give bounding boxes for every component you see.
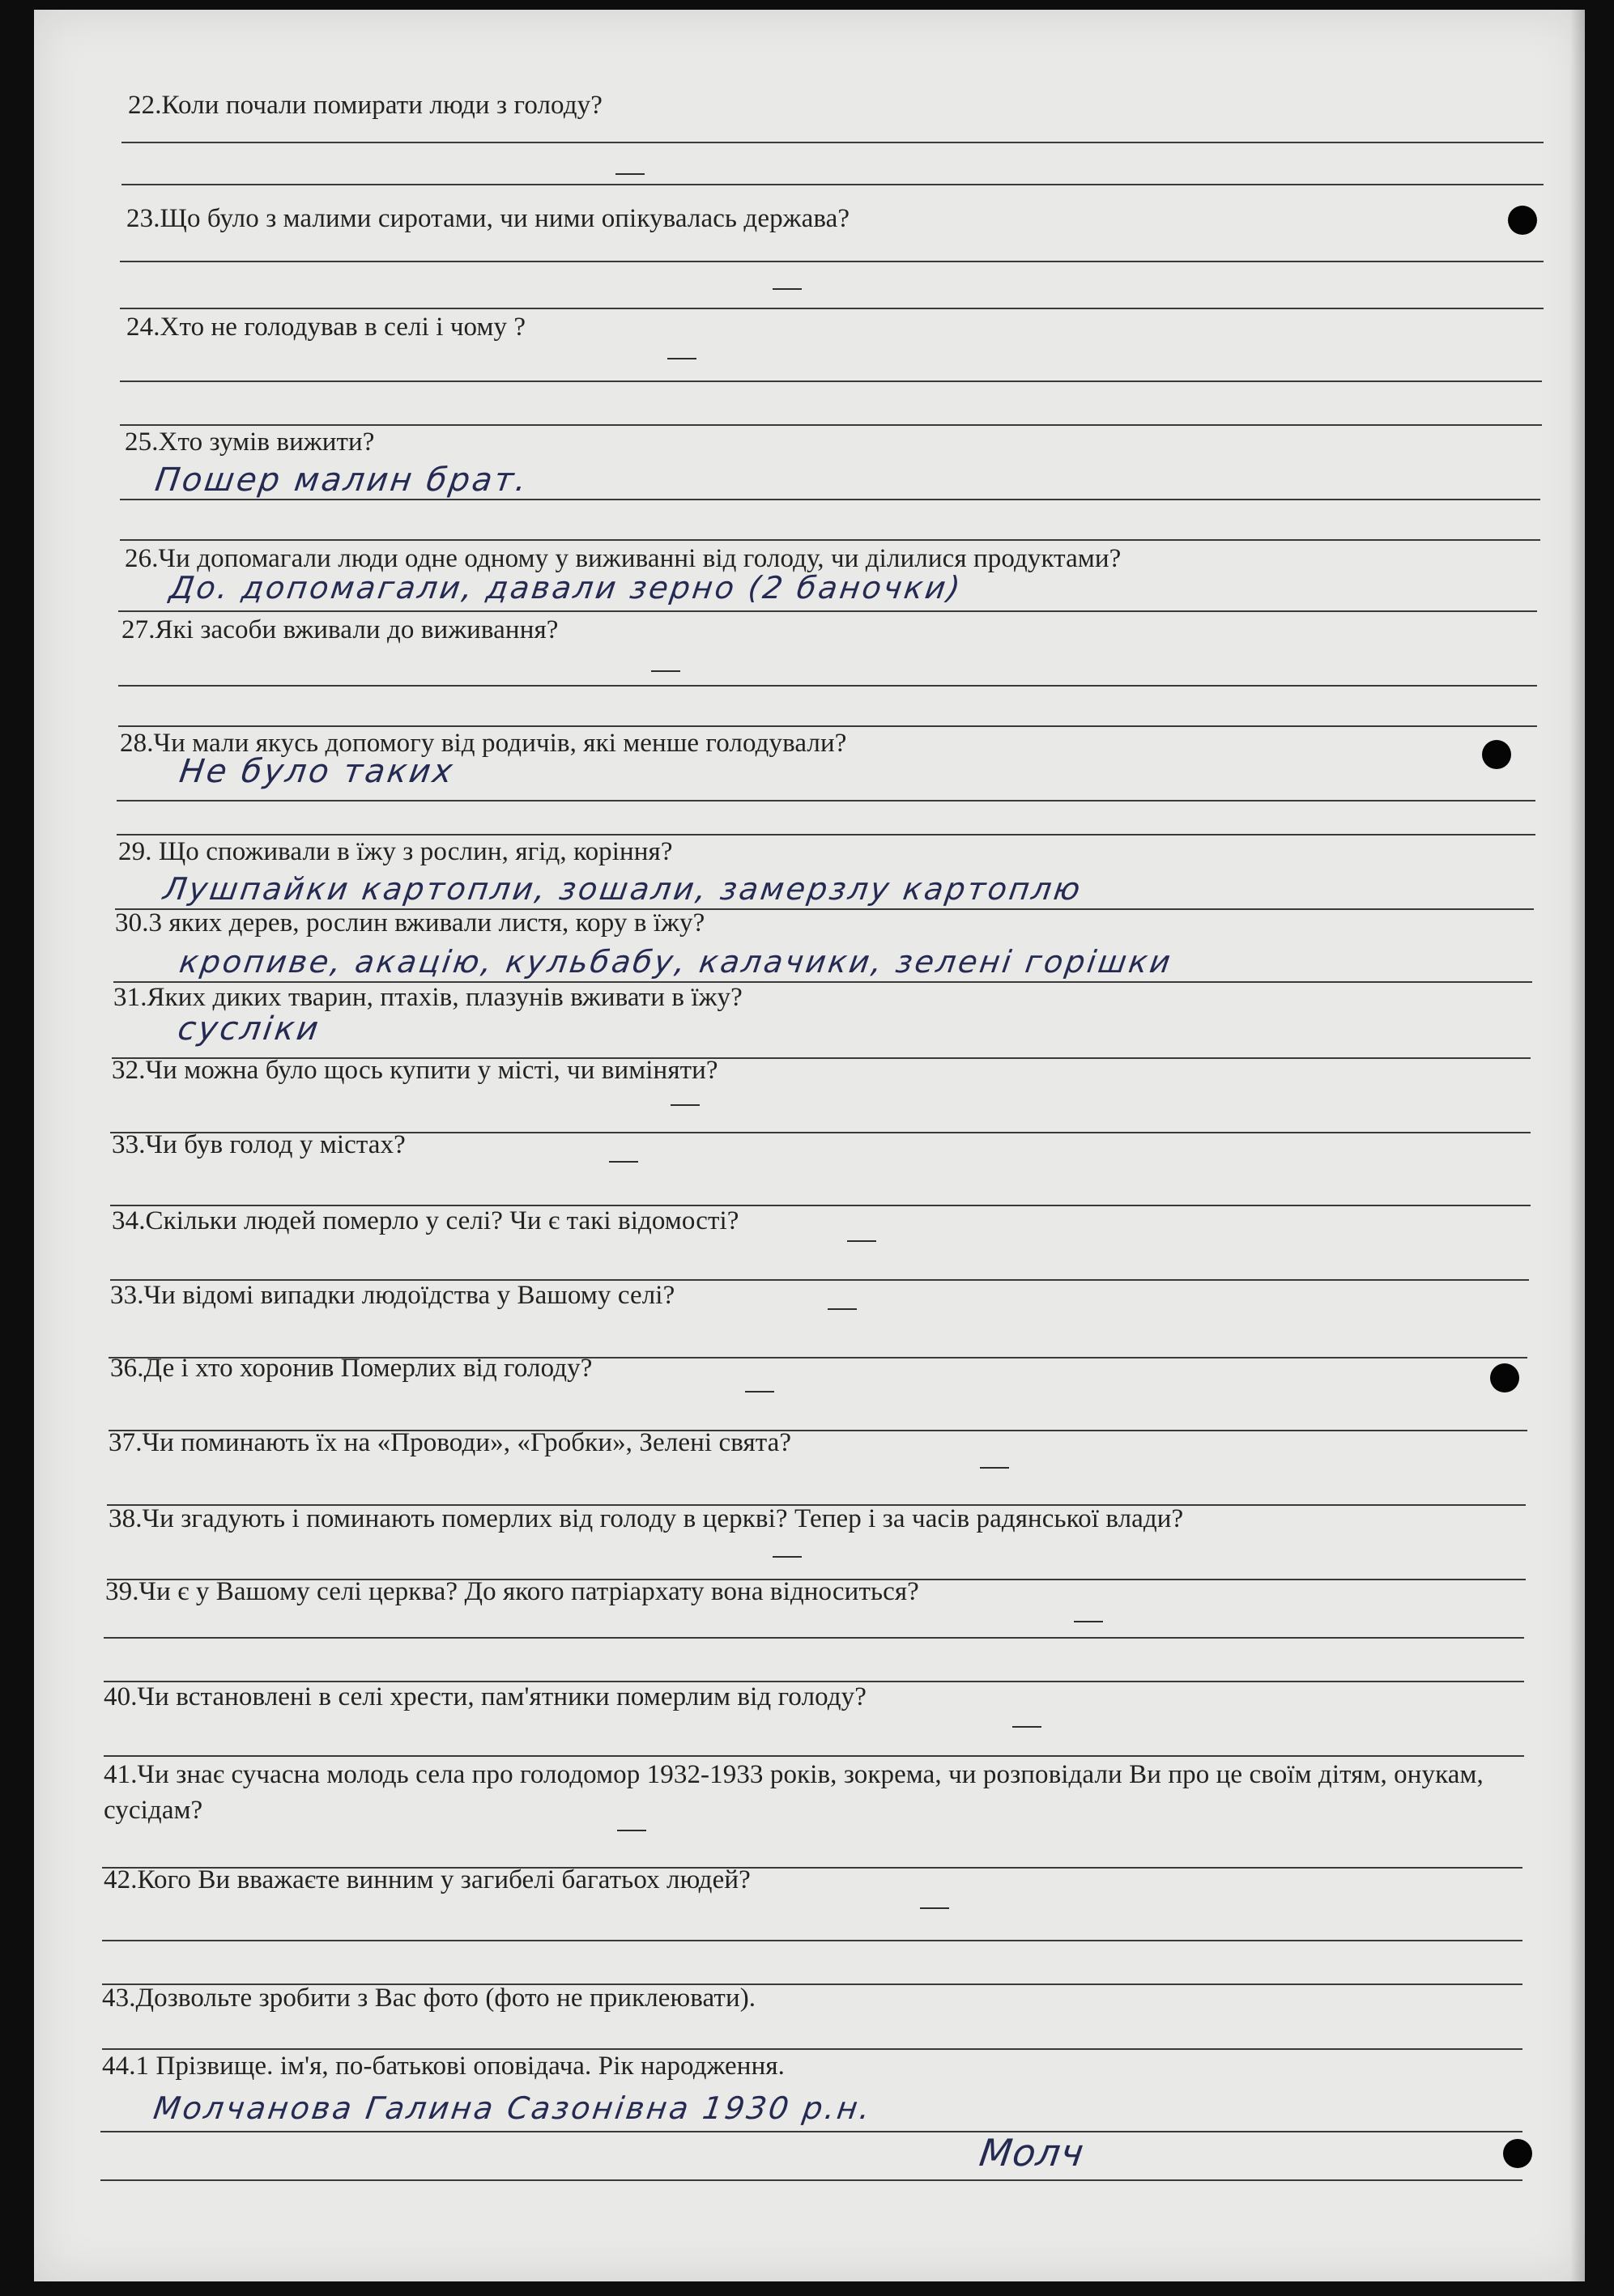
empty-answer-dash xyxy=(617,1830,646,1831)
question-43: 43.Дозвольте зробити з Вас фото (фото не приклеювати). xyxy=(102,1983,756,2013)
answer-line xyxy=(100,2131,1522,2132)
question-40: 40.Чи встановлені в селі хрести, пам'ятники померлим від голоду? xyxy=(104,1682,867,1711)
answer-line xyxy=(117,800,1535,801)
empty-answer-dash xyxy=(671,1104,700,1106)
empty-answer-dash xyxy=(773,288,802,290)
question-27: 27.Які засоби вживали до виживання? xyxy=(121,615,559,644)
question-34: 34.Скільки людей померло у селі? Чи є такі відомості? xyxy=(112,1206,739,1235)
question-33-cannibalism: 33.Чи відомі випадки людоїдства у Вашому селі? xyxy=(110,1281,675,1310)
empty-answer-dash xyxy=(615,173,645,175)
question-41: 41.Чи знає сучасна молодь села про голодомор 1932-1933 років, зокрема, чи розповідали Ви про це своїм дітям, онукам, сусідам? xyxy=(104,1760,1484,1825)
answer-line xyxy=(120,261,1544,262)
answer-line xyxy=(121,142,1544,143)
question-38: 38.Чи згадують і поминають померлих від голоду в церкві? Тепер і за часів радянської влади? xyxy=(109,1504,1184,1533)
handwritten-answer: До. допомагали, давали зерно (2 баночки) xyxy=(167,570,965,606)
answer-line xyxy=(120,539,1540,541)
questionnaire-page xyxy=(34,10,1585,2281)
handwritten-answer: Лушпайки картопли, зошали, замерзлу картоплю xyxy=(160,871,1085,907)
handwritten-answer: кропиве, акацію, кульбабу, калачики, зелені горішки xyxy=(177,944,1175,980)
empty-answer-dash xyxy=(609,1161,638,1163)
empty-answer-dash xyxy=(667,358,696,359)
question-36: 36.Де і хто хоронив Померлих від голоду? xyxy=(110,1354,593,1383)
answer-line xyxy=(118,610,1537,612)
empty-answer-dash xyxy=(651,670,680,672)
answer-line xyxy=(118,725,1537,727)
question-28: 28.Чи мали якусь допомогу від родичів, які менше голодували? xyxy=(120,729,847,758)
punch-hole xyxy=(1503,2139,1532,2168)
question-44: 44.1 Прізвище. ім'я, по-батькові оповідача. Рік народження. xyxy=(102,2052,785,2081)
question-23: 23.Що було з малими сиротами, чи ними опікувалась держава? xyxy=(126,204,850,233)
empty-answer-dash xyxy=(773,1556,802,1558)
answer-line xyxy=(117,834,1535,835)
answer-line xyxy=(118,685,1537,687)
answer-line xyxy=(104,1637,1524,1639)
answer-line xyxy=(120,308,1544,309)
question-30: 30.3 яких дерев, рослин вживали листя, кору в їжу? xyxy=(115,908,705,938)
empty-answer-dash xyxy=(745,1391,774,1392)
answer-line xyxy=(120,424,1542,426)
question-37: 37.Чи поминають їх на «Проводи», «Гробки», Зелені свята? xyxy=(109,1428,792,1457)
punch-hole xyxy=(1508,206,1537,235)
question-32: 32.Чи можна було щось купити у місті, чи виміняти? xyxy=(112,1056,718,1085)
answer-line xyxy=(120,381,1542,382)
punch-hole xyxy=(1482,740,1511,769)
empty-answer-dash xyxy=(980,1467,1009,1469)
question-42: 42.Кого Ви вважаєте винним у загибелі багатьох людей? xyxy=(104,1865,751,1894)
empty-answer-dash xyxy=(828,1308,857,1310)
answer-line xyxy=(100,2179,1522,2181)
handwritten-answer: сусліки xyxy=(175,1010,323,1048)
handwritten-answer: Молчанова Галина Сазонівна 1930 р.н. xyxy=(151,2090,875,2126)
handwritten-answer: Не було таких xyxy=(177,753,458,790)
question-33-cities: 33.Чи був голод у містах? xyxy=(112,1130,406,1159)
empty-answer-dash xyxy=(920,1907,949,1909)
empty-answer-dash xyxy=(847,1240,876,1242)
question-26: 26.Чи допомагали люди одне одному у виживанні від голоду, чи ділилися продуктами? xyxy=(125,544,1122,573)
question-31: 31.Яких диких тварин, птахів, плазунів вживати в їжу? xyxy=(113,983,743,1012)
signature: Молч xyxy=(977,2131,1088,2175)
answer-line xyxy=(121,184,1544,185)
answer-line xyxy=(120,499,1540,500)
question-24: 24.Хто не голодував в селі і чому ? xyxy=(126,313,526,342)
answer-line xyxy=(102,1940,1522,1941)
empty-answer-dash xyxy=(1012,1726,1041,1728)
answer-line xyxy=(102,2048,1522,2050)
punch-hole xyxy=(1490,1363,1519,1392)
question-29: 29. Що споживали в їжу з рослин, ягід, коріння? xyxy=(118,837,673,866)
handwritten-answer: Пошер малин брат. xyxy=(152,461,531,499)
question-22: 22.Коли почали помирати люди з голоду? xyxy=(128,91,603,120)
question-39: 39.Чи є у Вашому селі церква? До якого патріархату вона відноситься? xyxy=(105,1577,919,1606)
empty-answer-dash xyxy=(1074,1621,1103,1622)
question-25: 25.Хто зумів вижити? xyxy=(125,427,375,457)
